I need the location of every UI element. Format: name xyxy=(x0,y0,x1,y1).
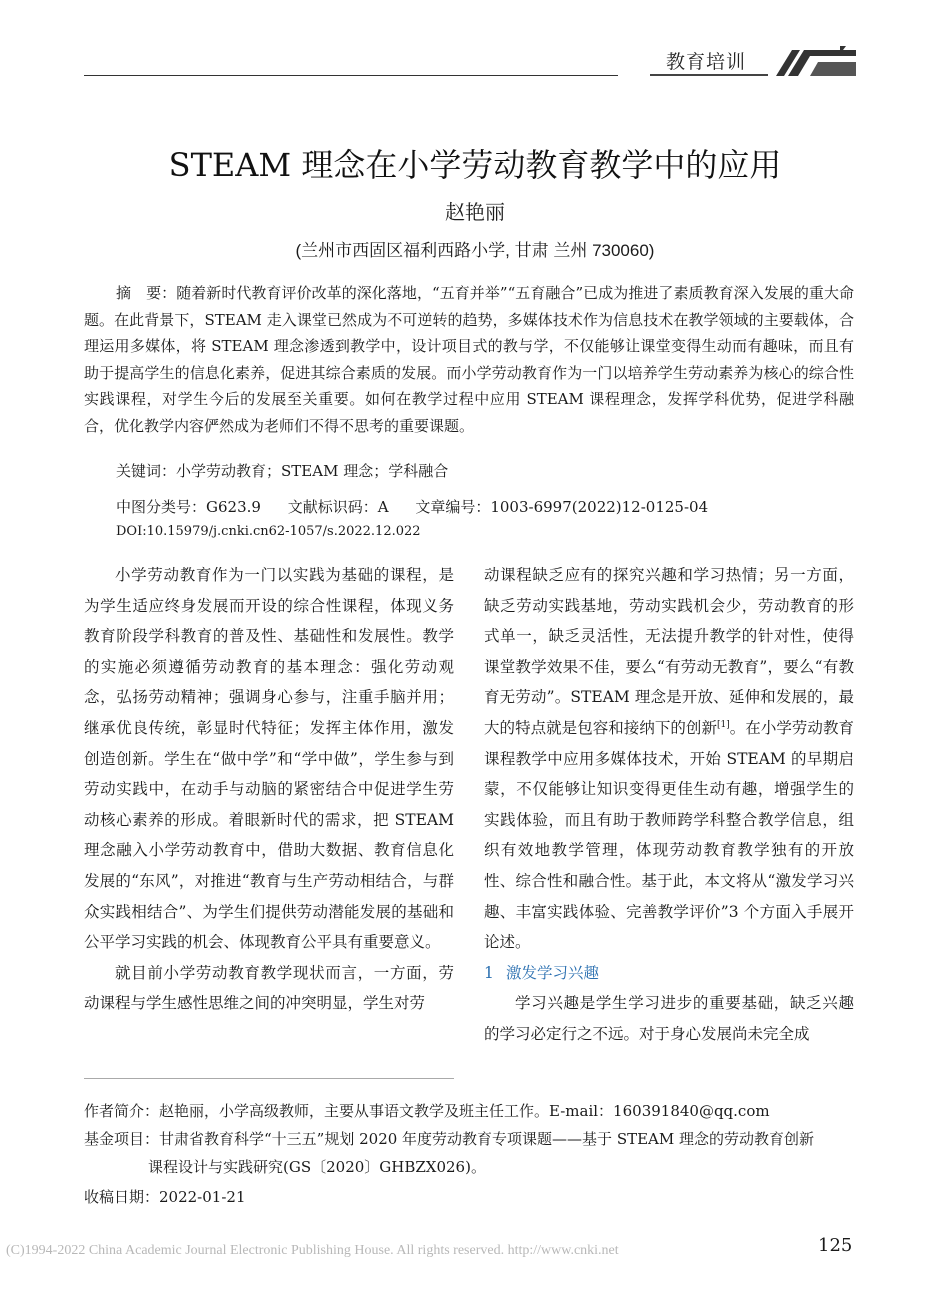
paragraph-continued xyxy=(484,560,854,958)
document-code: 文献标识码：A xyxy=(287,498,389,516)
clc-number: 中图分类号：G623.9 xyxy=(116,498,261,516)
received-date: 收稿日期：2022-01-21 xyxy=(84,1188,246,1206)
paragraph-text: 动课程缺乏应有的探究兴趣和学习热情；另一方面，缺乏劳动实践基地，劳动实践机会少，劳动教育的形式单一，缺乏灵活性，无法提升教学的针对性，使得课堂教学效果不佳，要么“有劳动无教育”，要么“有教育无劳动”。STEAM 理念是开放、延伸和发展的，最大的特点就是包容和接纳下的创新 xyxy=(484,566,854,737)
author-bio: 作者简介：赵艳丽，小学高级教师，主要从事语文教学及班主任工作。E-mail：160391840@qq.com xyxy=(84,1102,770,1120)
article-number: 文章编号：1003-6997(2022)12-0125-04 xyxy=(415,498,709,516)
paragraph: 就目前小学劳动教育教学现状而言，一方面，劳动课程与学生感性思维之间的冲突明显，学生对劳 xyxy=(84,963,454,1013)
section-underline xyxy=(650,74,768,76)
paragraph-text: 。在小学劳动教育课程教学中应用多媒体技术，开始 STEAM 的早期启蒙，不仅能够让知识变得更佳生动有趣，增强学生的实践体验，而且有助于教师跨学科整合教学信息，组织有效地教学管理，体现劳动教育教学独有的开放性、综合性和融合性。基于此，本文将从“激发学习兴趣、丰富实践体验、完善教学评价”3 个方面入手展开论述。 xyxy=(484,718,854,952)
keywords: 关键词：小学劳动教育；STEAM 理念；学科融合 xyxy=(116,462,449,480)
body-column-left xyxy=(84,560,454,1019)
section-heading-text: 激发学习兴趣 xyxy=(506,963,600,982)
section-heading-number: 1 xyxy=(484,963,494,982)
paragraph: 小学劳动教育作为一门以实践为基础的课程，是为学生适应终身发展而开设的综合性课程，体现义务教育阶段学科教育的普及性、基础性和发展性。教学的实施必须遵循劳动教育的基本理念：强化劳动观念，弘扬劳动精神；强调身心参与，注重手脑并用；继承优良传统，彰显时代特征；发挥主体作用，激发创造创新。学生在“做中学”和“学中做”，学生参与到劳动实践中，在动手与动脑的紧密结合中促进学生劳动核心素养的形成。着眼新时代的需求，把 STEAM 理念融入小学劳动教育中，借助大数据、教育信息化发展的“东风”，对推进“教育与生产劳动相结合，与群众实践相结合”、为学生们提供劳动潜能发展的基础和公平学习实践的机会、体现教育公平具有重要意义。 xyxy=(84,566,454,952)
fund-project xyxy=(84,1125,854,1181)
header-stripe-graphic xyxy=(770,44,856,78)
citation-ref: [1] xyxy=(716,719,730,730)
section-heading xyxy=(484,958,854,989)
header-rule xyxy=(84,75,618,76)
article-title: STEAM 理念在小学劳动教育教学中的应用 xyxy=(168,146,782,184)
author-affiliation: (兰州市西固区福利西路小学, 甘肃 兰州 730060) xyxy=(295,241,655,260)
abstract: 摘 要：随着新时代教育评价改革的深化落地，“五育并举”“五育融合”已成为推进了素质教育深入发展的重大命题。在此背景下，STEAM 走入课堂已然成为不可逆转的趋势，多媒体技术作为信息技术在教学领域的主要载体，合理运用多媒体，将 STEAM 理念渗透到教学中，设计项目式的教与学，不仅能够让课堂变得生动而有趣味，而且有助于提高学生的信息化素养，促进其综合素质的发展。而小学劳动教育作为一门以培养学生劳动素养为核心的综合性实践课程，对学生今后的发展至关重要。如何在教学过程中应用 STEAM 课程理念，发挥学科优势，促进学科融合，优化教学内容俨然成为老师们不得不思考的重要课题。 xyxy=(84,284,854,435)
fund-project-line2: 课程设计与实践研究(GS〔2020〕GHBZX026)。 xyxy=(148,1158,486,1176)
doi: DOI:10.15979/j.cnki.cn62-1057/s.2022.12.022 xyxy=(116,524,421,539)
copyright-watermark: (C)1994-2022 China Academic Journal Electronic Publishing House. All rights reserved. http://www.cnki.net xyxy=(6,1243,619,1258)
author-name: 赵艳丽 xyxy=(445,200,505,224)
body-column-right xyxy=(484,560,854,1050)
fund-project-line1: 基金项目：甘肃省教育科学“十三五”规划 2020 年度劳动教育专项课题——基于 STEAM 理念的劳动教育创新 xyxy=(84,1130,815,1148)
classification-line xyxy=(116,496,730,517)
section-name: 教育培训 xyxy=(666,51,747,73)
paragraph: 学习兴趣是学生学习进步的重要基础，缺乏兴趣的学习必定行之不远。对于身心发展尚未完全成 xyxy=(484,994,854,1043)
page-number: 125 xyxy=(818,1235,853,1256)
footnote-rule xyxy=(84,1078,454,1079)
